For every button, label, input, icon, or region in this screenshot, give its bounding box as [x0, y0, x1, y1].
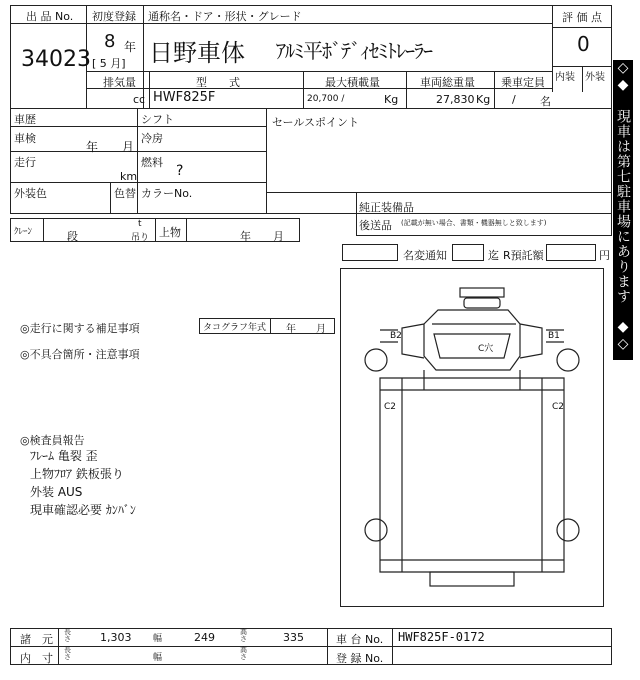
inspection-label: 車検: [14, 132, 36, 145]
max-load-unit: Kg: [384, 93, 399, 106]
ton-unit: t: [138, 219, 142, 229]
interior-width-label: 幅: [153, 653, 163, 663]
damage-mark: C2: [384, 402, 397, 412]
first-registration-label: 初度登録: [92, 10, 136, 23]
maker-name: 日野車体: [149, 39, 245, 67]
width-label: 幅: [153, 634, 163, 644]
tachograph-value: 年 月: [286, 324, 326, 335]
name-change-label: 名変通知: [403, 249, 447, 262]
year-value: 8: [104, 31, 116, 52]
score-label: 評 価 点: [562, 11, 602, 24]
cc-unit: cc: [133, 93, 146, 106]
registration-label: 登 録 No.: [336, 652, 384, 665]
lot-label: 出 品 No.: [26, 10, 74, 23]
exterior-color-label: 外装色: [14, 187, 47, 200]
displacement-label: 排気量: [103, 76, 136, 89]
damage-mark: B2: [390, 331, 402, 341]
deadline-mark: 迄: [488, 249, 499, 262]
defects-label: ◎不具合箇所・注意事項: [20, 348, 140, 361]
lift-label: 吊り: [131, 233, 150, 243]
capacity-unit: 名: [540, 95, 551, 108]
model-type-label: 型 式: [196, 76, 240, 89]
stage-unit: 段: [67, 230, 78, 243]
gross-weight-label: 車両総重量: [420, 76, 475, 89]
damage-mark: C2: [552, 402, 565, 412]
length-label: 長さ: [64, 628, 71, 643]
later-items-label: 後送品: [359, 219, 392, 232]
recycle-deposit-label: R預託額: [503, 249, 544, 262]
cargo-label: 上物: [159, 226, 181, 239]
capacity-slash: /: [512, 93, 516, 106]
damage-mark: C穴: [478, 344, 494, 354]
inspector-line: 現車確認必要 ｶﾝﾊﾞﾝ: [30, 503, 136, 517]
history-label: 車歴: [14, 113, 36, 126]
yen-unit: 円: [599, 249, 610, 262]
damage-mark: B1: [548, 331, 560, 341]
side-notice-banner: [613, 60, 633, 360]
height-value: 335: [283, 631, 304, 644]
inspector-line: ﾌﾚｰﾑ 亀裂 歪: [30, 449, 98, 463]
km-unit: km: [120, 170, 138, 183]
side-notice-text: ◇◆ 現車は第七駐車場にあります ◆◇: [615, 60, 631, 353]
height-label: 高さ: [240, 628, 247, 643]
fuel-label: 燃料: [141, 156, 163, 169]
chassis-number: HWF825F-0172: [398, 630, 485, 644]
interior-dimensions-label: 内 寸: [20, 652, 53, 665]
ac-label: 冷房: [141, 132, 163, 145]
exterior-grade-label: 外装: [585, 72, 605, 83]
crane-label: ｸﾚｰﾝ: [14, 227, 33, 237]
vehicle-name-label: 通称名・ドア・形状・グレード: [148, 10, 302, 23]
chassis-label: 車 台 No.: [336, 633, 384, 646]
driving-notes-label: ◎走行に関する補足事項: [20, 322, 140, 335]
max-load-label: 最大積載量: [325, 76, 380, 89]
vehicle-diagram: [340, 268, 604, 608]
interior-grade-label: 内装: [555, 72, 575, 83]
inspector-line: 上物ﾌﾛｱ 鉄板張り: [30, 467, 124, 481]
lot-number: 34023: [21, 47, 91, 72]
capacity-label: 乗車定員: [501, 76, 545, 89]
length-value: 1,303: [100, 631, 132, 644]
interior-length-label: 長さ: [64, 646, 71, 661]
inspection-value: 年 月: [86, 140, 135, 154]
color-number-label: カラーNo.: [141, 187, 193, 200]
registration-month: [ 5 月]: [92, 57, 126, 70]
inspector-report-label: ◎検査員報告: [20, 434, 85, 447]
cargo-value: 年 月: [240, 230, 284, 243]
tachograph-label: タコグラフ年式: [203, 323, 267, 333]
shift-label: シフト: [141, 113, 174, 126]
truck-outline: [340, 268, 604, 608]
later-items-note: (記載が無い場合、書類・機器無しと致します): [401, 219, 547, 227]
score-value: 0: [577, 32, 590, 56]
model-code: HWF825F: [153, 90, 216, 105]
inspector-line: 外装 AUS: [30, 485, 83, 499]
sales-point-label: セールスポイント: [272, 116, 360, 129]
interior-height-label: 高さ: [240, 646, 247, 661]
model-description: ｱﾙﾐ平ﾎﾞﾃﾞｨｾﾐﾄﾚｰﾗｰ: [276, 39, 432, 63]
fuel-value: ?: [176, 163, 184, 179]
dimensions-label: 諸 元: [20, 633, 53, 646]
year-unit: 年: [124, 40, 137, 54]
genuine-equipment-label: 純正装備品: [359, 201, 414, 214]
gross-weight-unit: Kg: [476, 93, 491, 106]
mileage-label: 走行: [14, 156, 36, 169]
gross-weight-value: 27,830: [436, 93, 475, 106]
width-value: 249: [194, 631, 215, 644]
max-load-value: 20,700 /: [307, 94, 345, 104]
color-change-label: 色替: [114, 187, 136, 200]
